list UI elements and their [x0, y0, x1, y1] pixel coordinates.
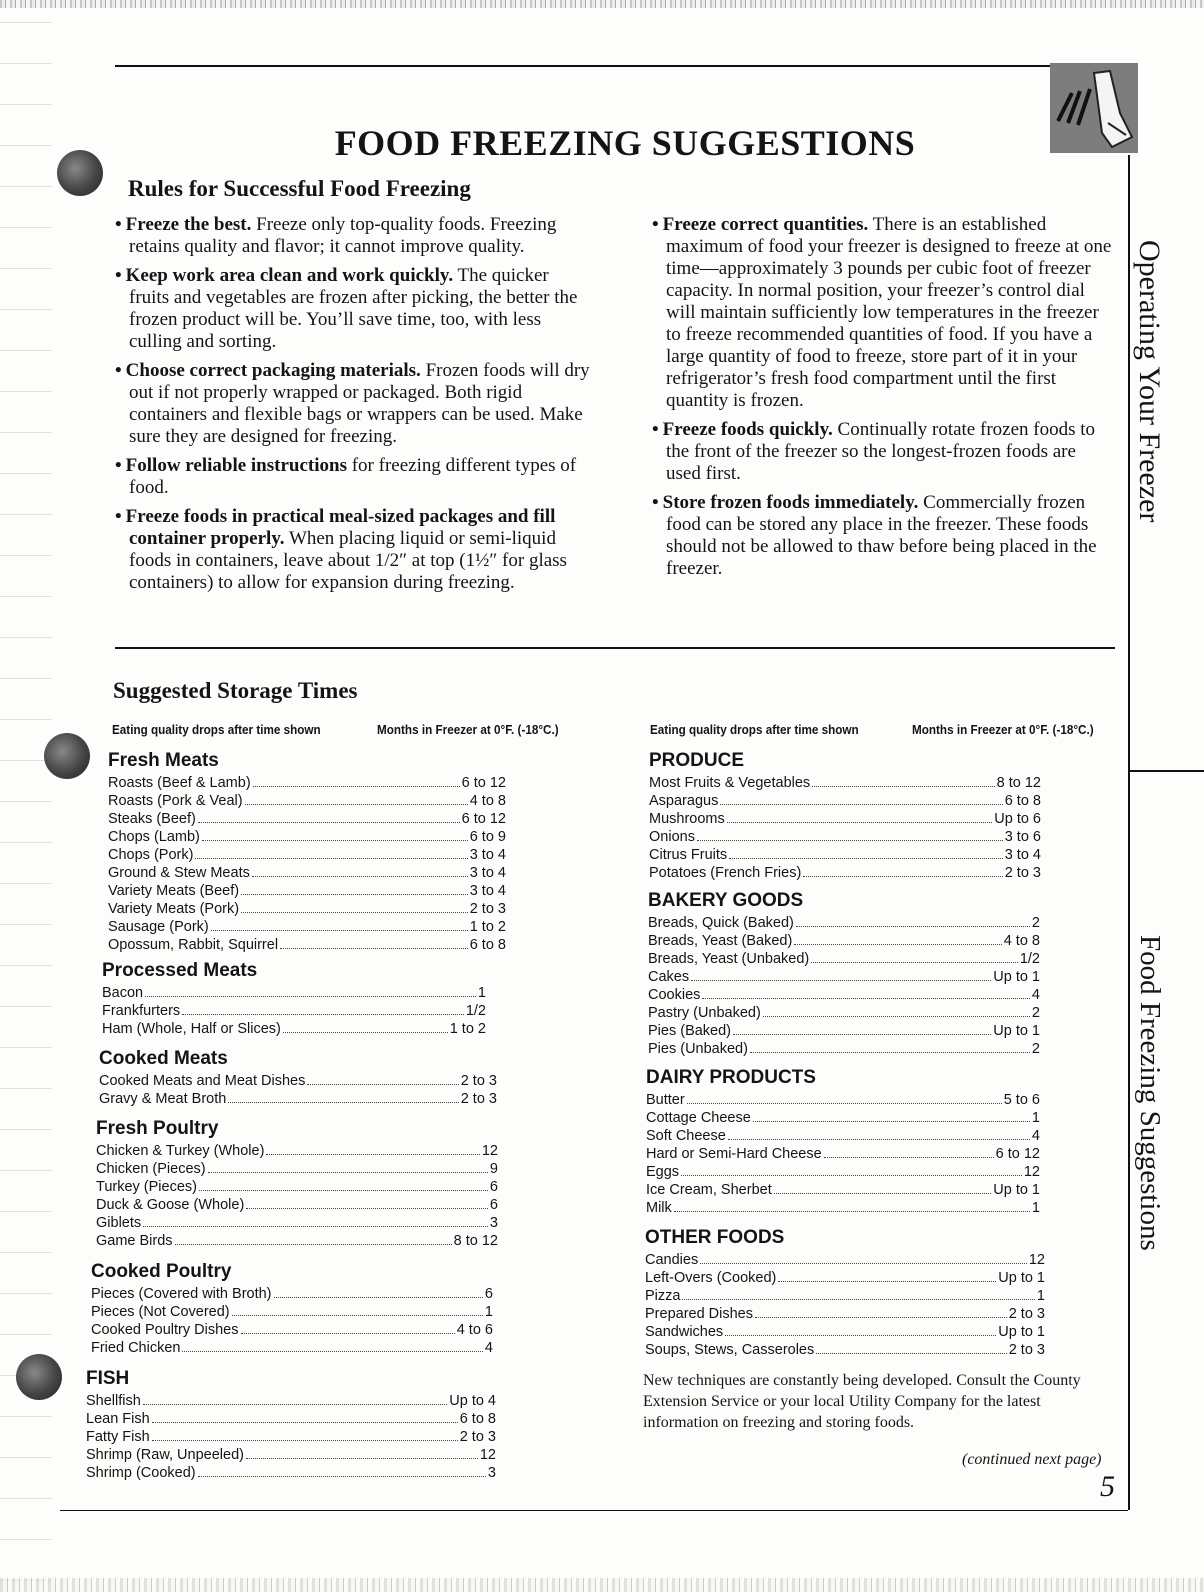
- storage-months: 3 to 4: [1004, 847, 1041, 863]
- storage-months: 2: [1031, 915, 1040, 931]
- food-name: Chops (Lamb): [108, 829, 200, 845]
- category-bakery-goods: [648, 888, 1040, 1058]
- storage-row: [645, 1269, 1045, 1287]
- food-name: Pieces (Covered with Broth): [91, 1286, 272, 1302]
- storage-row: [96, 1232, 498, 1250]
- dot-leader: [307, 1084, 458, 1085]
- rule-item: • Keep work area clean and work quickly. The quicker fruits and vegetables are frozen after picking, the better the frozen product will be. You’ll save time, too, with less culling and sorting.: [115, 265, 578, 352]
- storage-row: [645, 1287, 1045, 1305]
- food-name: Prepared Dishes: [645, 1306, 753, 1322]
- storage-row: [91, 1339, 493, 1357]
- dot-leader: [228, 1102, 458, 1103]
- dot-leader: [152, 1440, 458, 1441]
- storage-row: [648, 986, 1040, 1004]
- food-name: Breads, Yeast (Unbaked): [648, 951, 810, 967]
- dot-leader: [143, 1404, 447, 1405]
- storage-months: 1/2: [465, 1003, 486, 1019]
- storage-months: 1: [484, 1304, 493, 1320]
- category-title: PRODUCE: [649, 750, 745, 771]
- dot-leader: [824, 1157, 994, 1158]
- food-name: Fried Chicken: [91, 1340, 181, 1356]
- storage-months: Up to 1: [998, 1270, 1045, 1286]
- rule-item: • Freeze foods quickly. Continually rotate frozen foods to the front of the freezer so the longest-frozen foods are used first.: [652, 419, 1096, 484]
- storage-months: 3: [489, 1215, 498, 1231]
- category-title: Fresh Poultry: [96, 1118, 219, 1139]
- food-name: Soft Cheese: [646, 1128, 726, 1144]
- storage-months: 6 to 8: [1004, 793, 1041, 809]
- dot-leader: [681, 1175, 1022, 1176]
- rule-item: • Choose correct packaging materials. Frozen foods will dry out if not properly wrapped or packaged. Both rigid containers and flexible bags or wrappers can be used. Make sure they are designed for freezing.: [115, 360, 590, 447]
- storage-row: [649, 792, 1041, 810]
- storage-row: [646, 1145, 1040, 1163]
- storage-row: [102, 984, 486, 1002]
- storage-months: 3 to 4: [469, 865, 506, 881]
- binder-hole-icon: [44, 733, 90, 779]
- storage-row: [646, 1091, 1040, 1109]
- storage-months: Up to 4: [449, 1393, 496, 1409]
- food-name: Butter: [646, 1092, 685, 1108]
- category-fresh-poultry: [96, 1116, 498, 1250]
- food-name: Chops (Pork): [108, 847, 194, 863]
- dot-leader: [753, 1121, 1030, 1122]
- storage-row: [646, 1109, 1040, 1127]
- storage-row: [108, 882, 506, 900]
- storage-months: 4: [1031, 987, 1040, 1003]
- storage-months: 6 to 12: [995, 1146, 1040, 1162]
- food-name: Ham (Whole, Half or Slices): [102, 1021, 281, 1037]
- category-title: Fresh Meats: [108, 750, 219, 771]
- storage-months: 1 to 2: [469, 919, 506, 935]
- food-name: Onions: [649, 829, 695, 845]
- storage-row: [91, 1303, 493, 1321]
- storage-months: Up to 1: [993, 969, 1040, 985]
- rule-item: • Freeze correct quantities. There is an established maximum of food your freezer is designed to freeze at one time—approximately 3 pounds per cubic foot of freezer capacity. In normal position, your freezer’s control dial will maintain sufficiently low temperatures in the freezer to freeze recommended quantities of food. If you have a large quantity of food to freeze, store part of it in your refrigerator’s fresh food compartment until the first quantity is frozen.: [652, 214, 1112, 411]
- food-name: Ice Cream, Sherbet: [646, 1182, 772, 1198]
- food-name: Cakes: [648, 969, 690, 985]
- storage-months: 2 to 3: [460, 1091, 497, 1107]
- food-name: Giblets: [96, 1215, 142, 1231]
- storage-months: 12: [1028, 1252, 1045, 1268]
- storage-months: Up to 1: [993, 1182, 1040, 1198]
- continued-note: (continued next page): [962, 1451, 1102, 1468]
- storage-row: [96, 1160, 498, 1178]
- dot-leader: [720, 804, 1002, 805]
- category-title: BAKERY GOODS: [648, 890, 804, 911]
- storage-months: 6: [489, 1179, 498, 1195]
- storage-row: [648, 1004, 1040, 1022]
- food-name: Cottage Cheese: [646, 1110, 751, 1126]
- dot-leader: [811, 962, 1018, 963]
- food-name: Shellfish: [86, 1393, 141, 1409]
- right-col-label-months: Months in Freezer at 0°F. (-18°C.): [912, 722, 1094, 737]
- storage-row: [645, 1323, 1045, 1341]
- dot-leader: [202, 840, 468, 841]
- food-name: Variety Meats (Pork): [108, 901, 240, 917]
- storage-row: [649, 774, 1041, 792]
- food-name: Cookies: [648, 987, 701, 1003]
- dot-leader: [266, 1154, 479, 1155]
- storage-row: [645, 1305, 1045, 1323]
- storage-row: [96, 1178, 498, 1196]
- storage-months: 4: [484, 1340, 493, 1356]
- dot-leader: [182, 1351, 482, 1352]
- food-name: Roasts (Beef & Lamb): [108, 775, 251, 791]
- storage-months: 2 to 3: [459, 1429, 496, 1445]
- category-title: Cooked Meats: [99, 1048, 228, 1069]
- food-name: Variety Meats (Beef): [108, 883, 240, 899]
- storage-months: 6: [484, 1286, 493, 1302]
- storage-row: [86, 1392, 496, 1410]
- storage-row: [648, 1040, 1040, 1058]
- food-name: Ground & Stew Meats: [108, 865, 250, 881]
- storage-row: [646, 1163, 1040, 1181]
- dot-leader: [283, 1032, 448, 1033]
- dot-leader: [246, 1208, 488, 1209]
- rule-item: • Freeze foods in practical meal-sized packages and fill container properly. When placing liquid or semi-liquid foods in containers, leave about 1/2″ at top (1½″ for glass containers) to allow for expansion during freezing.: [115, 506, 567, 593]
- storage-row: [649, 864, 1041, 882]
- dot-leader: [674, 1211, 1030, 1212]
- storage-months: 8 to 12: [453, 1233, 498, 1249]
- dot-leader: [274, 1297, 483, 1298]
- scan-edge-bottom: [0, 1578, 1204, 1592]
- dot-leader: [252, 876, 468, 877]
- storage-row: [649, 828, 1041, 846]
- dot-leader: [794, 944, 1001, 945]
- storage-row: [99, 1090, 497, 1108]
- storage-row: [96, 1214, 498, 1232]
- storage-months: 12: [481, 1143, 498, 1159]
- top-rule: [115, 65, 1125, 67]
- dot-leader: [812, 786, 994, 787]
- scan-edge-top: [0, 0, 1204, 8]
- category-title: OTHER FOODS: [645, 1227, 785, 1248]
- dot-leader: [763, 1016, 1030, 1017]
- food-name: Soups, Stews, Casseroles: [645, 1342, 815, 1358]
- storage-row: [646, 1127, 1040, 1145]
- storage-months: 3 to 4: [469, 847, 506, 863]
- food-name: Breads, Quick (Baked): [648, 915, 794, 931]
- storage-months: 4 to 6: [456, 1322, 493, 1338]
- dot-leader: [687, 1103, 1002, 1104]
- storage-months: 12: [479, 1447, 496, 1463]
- food-name: Mushrooms: [649, 811, 725, 827]
- food-name: Steaks (Beef): [108, 811, 196, 827]
- page-title: FOOD FREEZING SUGGESTIONS: [334, 123, 916, 164]
- storage-months: 6 to 9: [469, 829, 506, 845]
- storage-months: 9: [489, 1161, 498, 1177]
- dot-leader: [182, 1014, 464, 1015]
- storage-row: [108, 828, 506, 846]
- storage-row: [102, 1020, 486, 1038]
- rule-item: • Follow reliable instructions for freezing different types of food.: [115, 455, 577, 498]
- storage-row: [108, 792, 506, 810]
- storage-months: 2 to 3: [469, 901, 506, 917]
- storage-months: 4 to 8: [469, 793, 506, 809]
- right-col-label-quality: Eating quality drops after time shown: [650, 722, 859, 737]
- dot-leader: [796, 926, 1030, 927]
- dot-leader: [725, 1335, 996, 1336]
- storage-months: 1: [1031, 1110, 1040, 1126]
- category-cooked-meats: [99, 1046, 497, 1108]
- storage-months: Up to 6: [994, 811, 1041, 827]
- storage-months: 6: [489, 1197, 498, 1213]
- storage-row: [108, 918, 506, 936]
- food-name: Duck & Goose (Whole): [96, 1197, 245, 1213]
- rule-item: • Store frozen foods immediately. Commercially frozen food can be stored any place in the freezer. These foods should not be allowed to thaw before being placed in the freezer.: [652, 492, 1097, 579]
- food-name: Game Birds: [96, 1233, 173, 1249]
- food-name: Sausage (Pork): [108, 919, 209, 935]
- dot-leader: [702, 998, 1030, 999]
- storage-months: 1 to 2: [449, 1021, 486, 1037]
- food-name: Lean Fish: [86, 1411, 150, 1427]
- storage-months: Up to 1: [993, 1023, 1040, 1039]
- food-name: Pies (Baked): [648, 1023, 732, 1039]
- storage-months: 6 to 12: [461, 811, 506, 827]
- dot-leader: [755, 1317, 1007, 1318]
- storage-months: 6 to 8: [469, 937, 506, 953]
- rule-item: • Freeze the best. Freeze only top-quality foods. Freezing retains quality and flavor; it cannot improve quality.: [115, 214, 557, 257]
- storage-row: [648, 914, 1040, 932]
- storage-months: 5 to 6: [1003, 1092, 1040, 1108]
- category-dairy-products: [646, 1065, 1040, 1217]
- storage-months: Up to 1: [998, 1324, 1045, 1340]
- category-produce: [649, 748, 1041, 882]
- dot-leader: [697, 840, 1003, 841]
- storage-months: 2 to 3: [1004, 865, 1041, 881]
- food-name: Breads, Yeast (Baked): [648, 933, 793, 949]
- dot-leader: [728, 1139, 1030, 1140]
- binder-hole-icon: [57, 150, 103, 196]
- storage-months: 1: [1031, 1200, 1040, 1216]
- storage-row: [649, 846, 1041, 864]
- side-tab-operating: Operating Your Freezer: [1133, 240, 1166, 523]
- dot-leader: [241, 894, 468, 895]
- storage-months: 12: [1023, 1164, 1040, 1180]
- storage-months: 3: [487, 1465, 496, 1481]
- dot-leader: [232, 1315, 483, 1316]
- dot-leader: [682, 1299, 1034, 1300]
- food-name: Potatoes (French Fries): [649, 865, 802, 881]
- food-name: Pies (Unbaked): [648, 1041, 748, 1057]
- rules-heading: Rules for Successful Food Freezing: [128, 176, 471, 201]
- storage-row: [648, 932, 1040, 950]
- dot-leader: [803, 876, 1002, 877]
- food-name: Shrimp (Raw, Unpeeled): [86, 1447, 244, 1463]
- dot-leader: [700, 1263, 1027, 1264]
- dot-leader: [729, 858, 1003, 859]
- storage-row: [108, 936, 506, 954]
- dot-leader: [152, 1422, 458, 1423]
- storage-row: [108, 774, 506, 792]
- food-name: Asparagus: [649, 793, 719, 809]
- storage-row: [648, 968, 1040, 986]
- storage-row: [96, 1142, 498, 1160]
- storage-months: 3 to 4: [469, 883, 506, 899]
- food-name: Pieces (Not Covered): [91, 1304, 230, 1320]
- dot-leader: [253, 786, 460, 787]
- storage-row: [96, 1196, 498, 1214]
- storage-months: 1/2: [1019, 951, 1040, 967]
- food-name: Cooked Poultry Dishes: [91, 1322, 239, 1338]
- binder-hole-icon: [16, 1354, 62, 1400]
- storage-row: [646, 1199, 1040, 1217]
- storage-months: 2 to 3: [1008, 1342, 1045, 1358]
- dot-leader: [198, 822, 460, 823]
- storage-row: [108, 810, 506, 828]
- food-name: Cooked Meats and Meat Dishes: [99, 1073, 306, 1089]
- storage-row: [108, 900, 506, 918]
- storage-row: [99, 1072, 497, 1090]
- dot-leader: [778, 1281, 996, 1282]
- dot-leader: [774, 1193, 992, 1194]
- food-name: Left-Overs (Cooked): [645, 1270, 777, 1286]
- rules-right-column: [652, 214, 1112, 580]
- storage-row: [86, 1464, 496, 1482]
- dot-leader: [175, 1244, 452, 1245]
- storage-months: 1: [1036, 1288, 1045, 1304]
- dot-leader: [750, 1052, 1030, 1053]
- storage-row: [648, 950, 1040, 968]
- dot-leader: [195, 858, 467, 859]
- food-name: Fatty Fish: [86, 1429, 150, 1445]
- bottom-rule: [60, 1510, 1128, 1511]
- storage-months: 3 to 6: [1004, 829, 1041, 845]
- food-name: Sandwiches: [645, 1324, 724, 1340]
- food-name: Bacon: [102, 985, 144, 1001]
- dot-leader: [816, 1353, 1006, 1354]
- storage-heading: Suggested Storage Times: [113, 678, 358, 703]
- food-name: Eggs: [646, 1164, 680, 1180]
- dot-leader: [198, 1476, 486, 1477]
- food-name: Chicken (Pieces): [96, 1161, 206, 1177]
- category-cooked-poultry: [91, 1259, 493, 1357]
- storage-row: [91, 1285, 493, 1303]
- storage-row: [108, 846, 506, 864]
- category-fish: [86, 1366, 496, 1482]
- food-name: Milk: [646, 1200, 672, 1216]
- rules-left-column: [115, 214, 593, 594]
- food-name: Citrus Fruits: [649, 847, 728, 863]
- food-name: Hard or Semi-Hard Cheese: [646, 1146, 822, 1162]
- storage-months: 2 to 3: [1008, 1306, 1045, 1322]
- food-name: Candies: [645, 1252, 699, 1268]
- dot-leader: [727, 822, 993, 823]
- storage-months: 1: [477, 985, 486, 1001]
- storage-months: 2: [1031, 1041, 1040, 1057]
- storage-months: 2: [1031, 1005, 1040, 1021]
- storage-row: [645, 1251, 1045, 1269]
- hand-drawing-logo-icon: [1050, 63, 1138, 153]
- food-name: Shrimp (Cooked): [86, 1465, 196, 1481]
- dot-leader: [241, 912, 468, 913]
- category-title: Processed Meats: [102, 960, 258, 981]
- storage-months: 4 to 8: [1003, 933, 1040, 949]
- food-name: Chicken & Turkey (Whole): [96, 1143, 265, 1159]
- food-name: Turkey (Pieces): [96, 1179, 197, 1195]
- storage-row: [645, 1341, 1045, 1359]
- left-col-label-quality: Eating quality drops after time shown: [112, 722, 321, 737]
- dot-leader: [143, 1226, 488, 1227]
- dot-leader: [691, 980, 991, 981]
- page-number: 5: [1100, 1470, 1115, 1503]
- dot-leader: [241, 1333, 455, 1334]
- dot-leader: [280, 948, 468, 949]
- storage-row: [91, 1321, 493, 1339]
- dot-leader: [246, 1458, 478, 1459]
- category-title: DAIRY PRODUCTS: [646, 1067, 816, 1088]
- dot-leader: [208, 1172, 488, 1173]
- category-title: Cooked Poultry: [91, 1261, 232, 1282]
- food-name: Most Fruits & Vegetables: [649, 775, 811, 791]
- category-processed-meats: [102, 958, 486, 1038]
- food-name: Opossum, Rabbit, Squirrel: [108, 937, 279, 953]
- scan-edge-left: [0, 0, 52, 1592]
- storage-row: [646, 1181, 1040, 1199]
- side-tab-divider: [1128, 770, 1204, 772]
- category-other-foods: [645, 1225, 1045, 1359]
- category-title: FISH: [86, 1368, 130, 1389]
- food-name: Frankfurters: [102, 1003, 181, 1019]
- food-name: Pastry (Unbaked): [648, 1005, 761, 1021]
- dot-leader: [211, 930, 468, 931]
- dot-leader: [733, 1034, 991, 1035]
- middle-rule: [115, 647, 1115, 649]
- food-name: Gravy & Meat Broth: [99, 1091, 227, 1107]
- dot-leader: [199, 1190, 488, 1191]
- food-name: Pizza: [645, 1288, 681, 1304]
- storage-months: 2 to 3: [460, 1073, 497, 1089]
- storage-months: 4: [1031, 1128, 1040, 1144]
- storage-row: [102, 1002, 486, 1020]
- storage-months: 6 to 8: [459, 1411, 496, 1427]
- storage-row: [86, 1428, 496, 1446]
- storage-row: [648, 1022, 1040, 1040]
- storage-row: [649, 810, 1041, 828]
- left-col-label-months: Months in Freezer at 0°F. (-18°C.): [377, 722, 559, 737]
- dot-leader: [245, 804, 468, 805]
- storage-row: [108, 864, 506, 882]
- storage-note: New techniques are constantly being developed. Consult the County Extension Service or your local Utility Company for the latest information on freezing and storing foods.: [643, 1372, 1081, 1431]
- storage-months: 8 to 12: [996, 775, 1041, 791]
- side-tab-food-freezing: Food Freezing Suggestions: [1134, 935, 1166, 1251]
- storage-months: 6 to 12: [461, 775, 506, 791]
- storage-row: [86, 1446, 496, 1464]
- food-name: Roasts (Pork & Veal): [108, 793, 243, 809]
- dot-leader: [145, 996, 476, 997]
- category-fresh-meats: [108, 748, 506, 954]
- storage-row: [86, 1410, 496, 1428]
